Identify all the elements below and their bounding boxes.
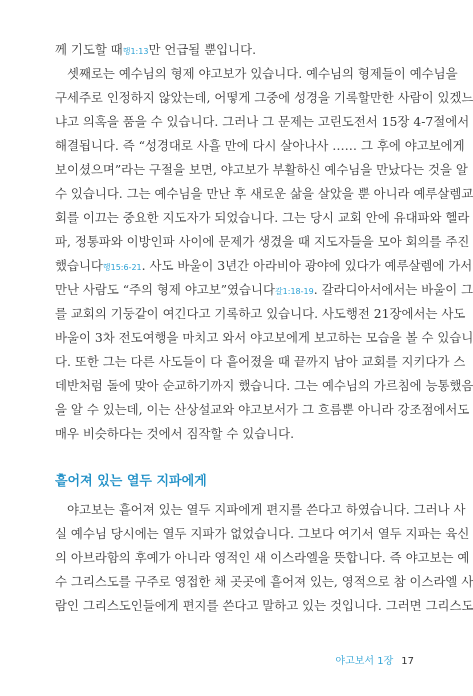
text-line: 람인 그리스도인들에게 편지를 쓴다고 말하고 있는 것입니다. 그러면 그리스도	[55, 598, 473, 613]
text-line: 야고보는 흩어져 있는 열두 지파에게 편지를 쓴다고 하였습니다. 그러나 사	[67, 502, 466, 517]
text-line: 를 교회의 기둥같이 여긴다고 기록하고 있습니다. 사도행전 21장에서는 사도	[55, 306, 466, 321]
bible-reference: 행15:6-21	[102, 263, 142, 272]
bible-reference: 행1:13	[122, 47, 149, 56]
text-line: 해결됩니다. 즉 “성경대로 사흘 만에 다시 살아나사 …… 그 후에 야고보에게	[55, 138, 465, 153]
text-line: 수 그리스도를 구주로 영접한 채 곳곳에 흩어져 있는, 영적으로 참 이스라엘 사	[55, 574, 473, 589]
text-line: 보이셨으며”라는 구절을 보면, 야고보가 부활하신 예수님을 만났다는 것을 알	[55, 162, 468, 177]
text-line: 파, 정통파와 이방인파 사이에 문제가 생겼을 때 지도자들을 모아 회의를 주진	[55, 234, 470, 249]
text-line: 다. 또한 그는 다른 사도들이 다 흩어졌을 때 끝까지 남아 교회를 지키다가 스	[55, 354, 466, 369]
text-line: 의 아브라함의 후예가 아니라 영적인 새 이스라엘을 뜻합니다. 즉 야고보는 예	[55, 550, 470, 565]
text-line: 냐고 의혹을 품을 수 있습니다. 그러나 그 문제는 고린도전서 15장 4-7절에서	[55, 114, 470, 129]
text-line: 데반처럼 돌에 맞아 순교하기까지 했습니다. 그는 예수님의 가르침에 능통했음	[55, 378, 473, 393]
text-line: 구세주로 인정하지 않았는데, 어떻게 그중에 성경을 기록할만한 사람이 있겠느	[55, 90, 473, 105]
text-line: 실 예수님 당시에는 열두 지파가 없었습니다. 그보다 여기서 열두 지파는 육신	[55, 526, 470, 541]
page-number: 17	[401, 656, 414, 667]
text-line: 매우 비슷하다는 것에서 짐작할 수 있습니다.	[55, 426, 295, 441]
page-footer	[335, 652, 414, 667]
text-line: 수 있습니다. 그는 예수님을 만난 후 새로운 삶을 살았을 뿐 아니라 예루살렘교	[55, 186, 473, 201]
text-line: 했습니다행15:6-21. 사도 바울이 3년간 아라비아 광야에 있다가 예루살렘에 가서	[55, 258, 473, 273]
text-line: 만난 사람도 “주의 형제 야고보”였습니다갈1:18-19. 갈라디아서에서는 바울이 그	[55, 282, 473, 297]
text-line: 께 기도할 때행1:13만 언급될 뿐입니다.	[55, 42, 257, 57]
text-line: 셋째로는 예수님의 형제 야고보가 있습니다. 예수님의 형제들이 예수님을	[67, 66, 458, 81]
running-chapter-title: 야고보서 1장	[335, 656, 394, 667]
text-line: 회를 이끄는 중요한 지도자가 되었습니다. 그는 당시 교회 안에 유대파와 헬라	[55, 210, 470, 225]
bible-reference: 갈1:18-19	[274, 287, 314, 296]
text-line: 을 알 수 있는데, 이는 산상설교와 야고보서가 그 흐름뿐 아니라 강조점에서도	[55, 402, 470, 417]
section-heading: 흩어져 있는 열두 지파에게	[55, 474, 207, 489]
text-line: 바울이 3차 전도여행을 마치고 와서 야고보에게 보고하는 모습을 볼 수 있습니	[55, 330, 473, 345]
